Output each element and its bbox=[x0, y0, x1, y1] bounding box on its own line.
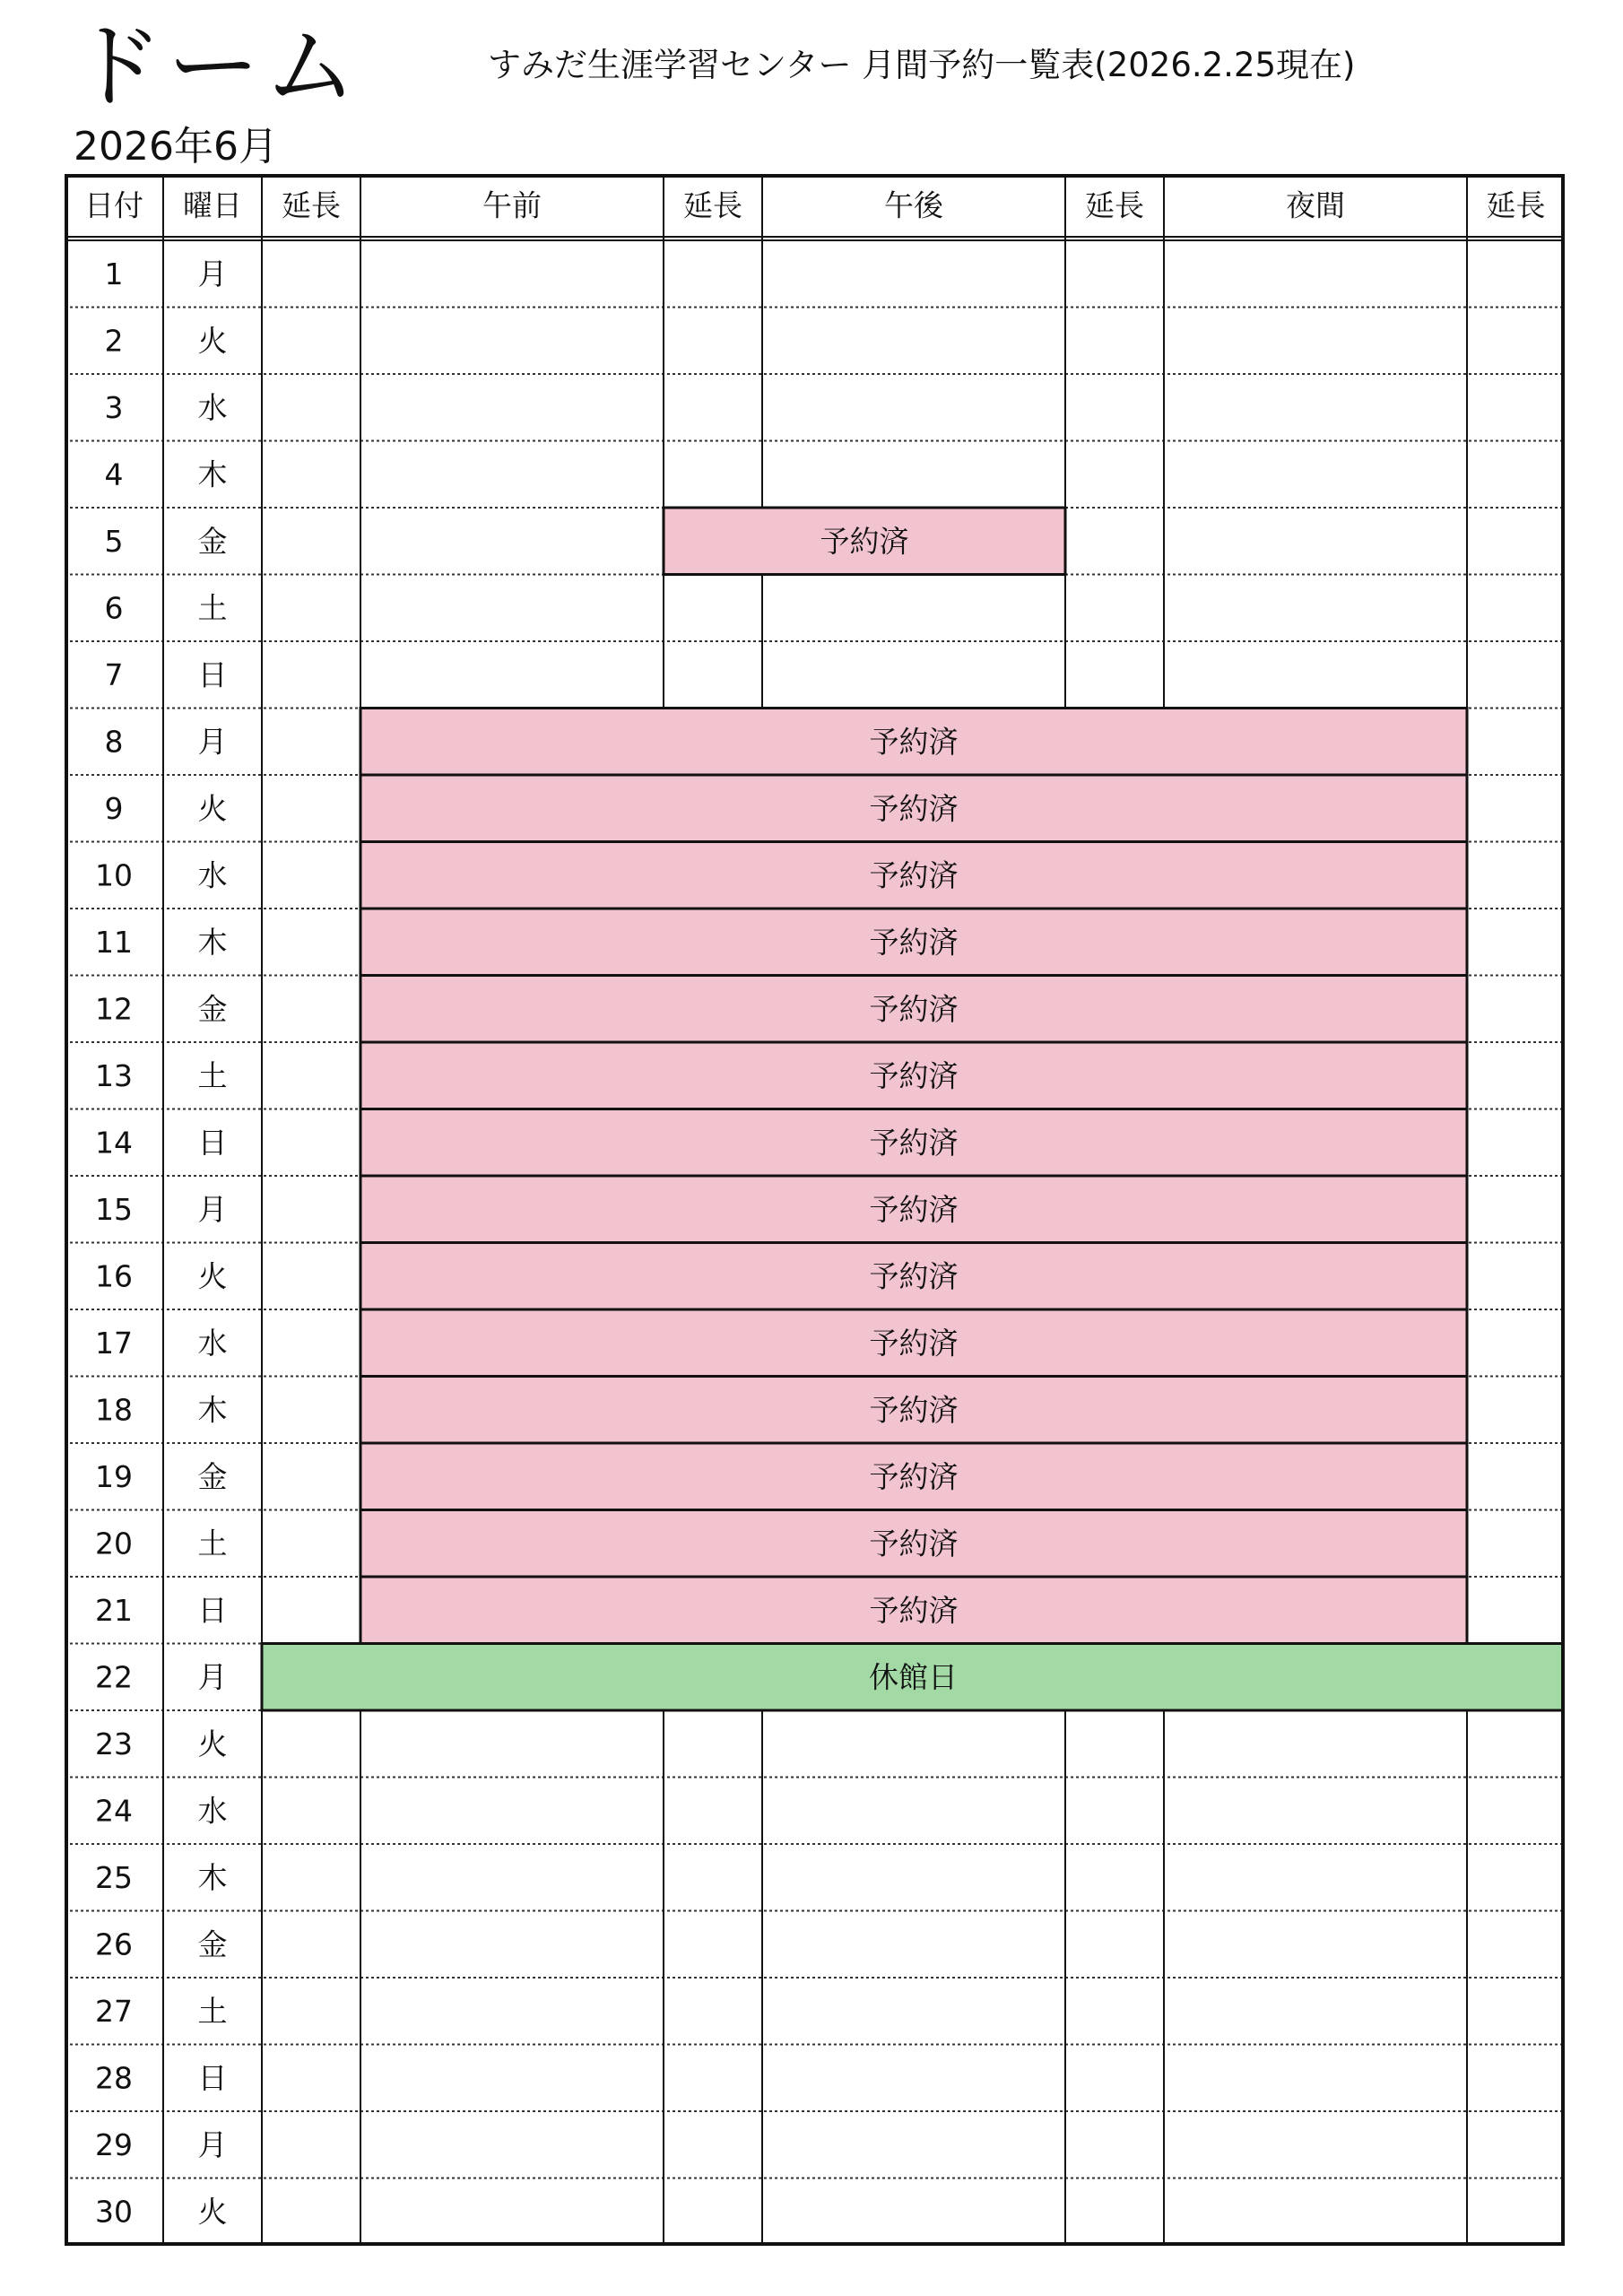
date-cell: 7 bbox=[104, 657, 124, 692]
weekday-cell: 水 bbox=[197, 857, 228, 893]
date-cell: 28 bbox=[95, 2060, 133, 2096]
weekday-cell: 月 bbox=[197, 2126, 228, 2162]
weekday-cell: 日 bbox=[197, 1125, 228, 1161]
reservation-label: 予約済 bbox=[820, 523, 909, 559]
column-header: 延長 bbox=[683, 187, 742, 223]
weekday-cell: 金 bbox=[197, 1458, 228, 1494]
reservation-label: 予約済 bbox=[869, 1258, 959, 1294]
weekday-cell: 土 bbox=[197, 1526, 228, 1561]
column-header: 延長 bbox=[1486, 187, 1546, 223]
reservation-label: 予約済 bbox=[869, 1125, 959, 1161]
weekday-cell: 日 bbox=[197, 657, 228, 692]
date-cell: 18 bbox=[95, 1392, 133, 1428]
reservation-label: 予約済 bbox=[869, 1325, 959, 1361]
date-cell: 9 bbox=[104, 790, 124, 826]
date-cell: 10 bbox=[95, 857, 133, 893]
weekday-cell: 火 bbox=[197, 1258, 228, 1294]
date-cell: 14 bbox=[95, 1125, 133, 1161]
reservation-label: 予約済 bbox=[869, 1592, 959, 1628]
weekday-cell: 金 bbox=[197, 1926, 228, 1962]
date-cell: 4 bbox=[104, 457, 124, 492]
weekday-cell: 日 bbox=[197, 1592, 228, 1628]
weekday-cell: 水 bbox=[197, 389, 228, 425]
date-cell: 24 bbox=[95, 1793, 133, 1829]
date-cell: 29 bbox=[95, 2126, 133, 2162]
weekday-cell: 木 bbox=[197, 1392, 228, 1428]
weekday-cell: 水 bbox=[197, 1793, 228, 1829]
column-header: 夜間 bbox=[1286, 187, 1345, 223]
date-cell: 11 bbox=[95, 924, 133, 960]
weekday-cell: 土 bbox=[197, 1993, 228, 2029]
reservation-table bbox=[65, 174, 1565, 2246]
date-cell: 2 bbox=[104, 323, 124, 359]
weekday-cell: 土 bbox=[197, 590, 228, 626]
weekday-cell: 火 bbox=[197, 323, 228, 359]
date-cell: 19 bbox=[95, 1458, 133, 1494]
weekday-cell: 月 bbox=[197, 1191, 228, 1227]
column-header: 延長 bbox=[1085, 187, 1144, 223]
date-cell: 3 bbox=[104, 389, 124, 425]
date-cell: 8 bbox=[104, 724, 124, 760]
page-title: ドーム bbox=[70, 12, 361, 121]
column-header: 日付 bbox=[84, 187, 143, 223]
date-cell: 21 bbox=[95, 1592, 133, 1628]
date-cell: 5 bbox=[104, 523, 124, 559]
date-cell: 27 bbox=[95, 1993, 133, 2029]
weekday-cell: 月 bbox=[197, 1659, 228, 1695]
weekday-cell: 木 bbox=[197, 457, 228, 492]
reservation-label: 予約済 bbox=[869, 790, 959, 826]
reservation-label: 予約済 bbox=[869, 1458, 959, 1494]
date-cell: 25 bbox=[95, 1859, 133, 1895]
date-cell: 1 bbox=[104, 256, 124, 291]
weekday-cell: 日 bbox=[197, 2060, 228, 2096]
weekday-cell: 土 bbox=[197, 1057, 228, 1093]
date-cell: 12 bbox=[95, 991, 133, 1027]
weekday-cell: 水 bbox=[197, 1325, 228, 1361]
weekday-cell: 木 bbox=[197, 1859, 228, 1895]
weekday-cell: 火 bbox=[197, 2194, 228, 2230]
column-header: 午後 bbox=[884, 187, 943, 223]
reservation-label: 予約済 bbox=[869, 724, 959, 760]
weekday-cell: 月 bbox=[197, 256, 228, 291]
date-cell: 6 bbox=[104, 590, 124, 626]
weekday-cell: 月 bbox=[197, 724, 228, 760]
weekday-cell: 金 bbox=[197, 991, 228, 1027]
closed-day-label: 休館日 bbox=[869, 1659, 958, 1695]
column-header: 曜日 bbox=[183, 187, 242, 223]
reservation-label: 予約済 bbox=[869, 1057, 959, 1093]
reservation-label: 予約済 bbox=[869, 1526, 959, 1561]
month-label: 2026年6月 bbox=[74, 124, 278, 170]
date-cell: 20 bbox=[95, 1526, 133, 1561]
column-header: 延長 bbox=[282, 187, 341, 223]
column-header: 午前 bbox=[482, 187, 542, 223]
date-cell: 15 bbox=[95, 1191, 133, 1227]
date-cell: 30 bbox=[95, 2194, 133, 2230]
date-cell: 13 bbox=[95, 1057, 133, 1093]
reservation-label: 予約済 bbox=[869, 924, 959, 960]
date-cell: 23 bbox=[95, 1726, 133, 1761]
reservation-label: 予約済 bbox=[869, 1191, 959, 1227]
date-cell: 22 bbox=[95, 1659, 133, 1695]
reservation-label: 予約済 bbox=[869, 991, 959, 1027]
date-cell: 26 bbox=[95, 1926, 133, 1962]
date-cell: 17 bbox=[95, 1325, 133, 1361]
reservation-label: 予約済 bbox=[869, 1392, 959, 1428]
weekday-cell: 火 bbox=[197, 790, 228, 826]
weekday-cell: 火 bbox=[197, 1726, 228, 1761]
weekday-cell: 木 bbox=[197, 924, 228, 960]
weekday-cell: 金 bbox=[197, 523, 228, 559]
date-cell: 16 bbox=[95, 1258, 133, 1294]
document-subtitle: すみだ生涯学習センター 月間予約一覧表(2026.2.25現在) bbox=[488, 46, 1356, 84]
reservation-label: 予約済 bbox=[869, 857, 959, 893]
